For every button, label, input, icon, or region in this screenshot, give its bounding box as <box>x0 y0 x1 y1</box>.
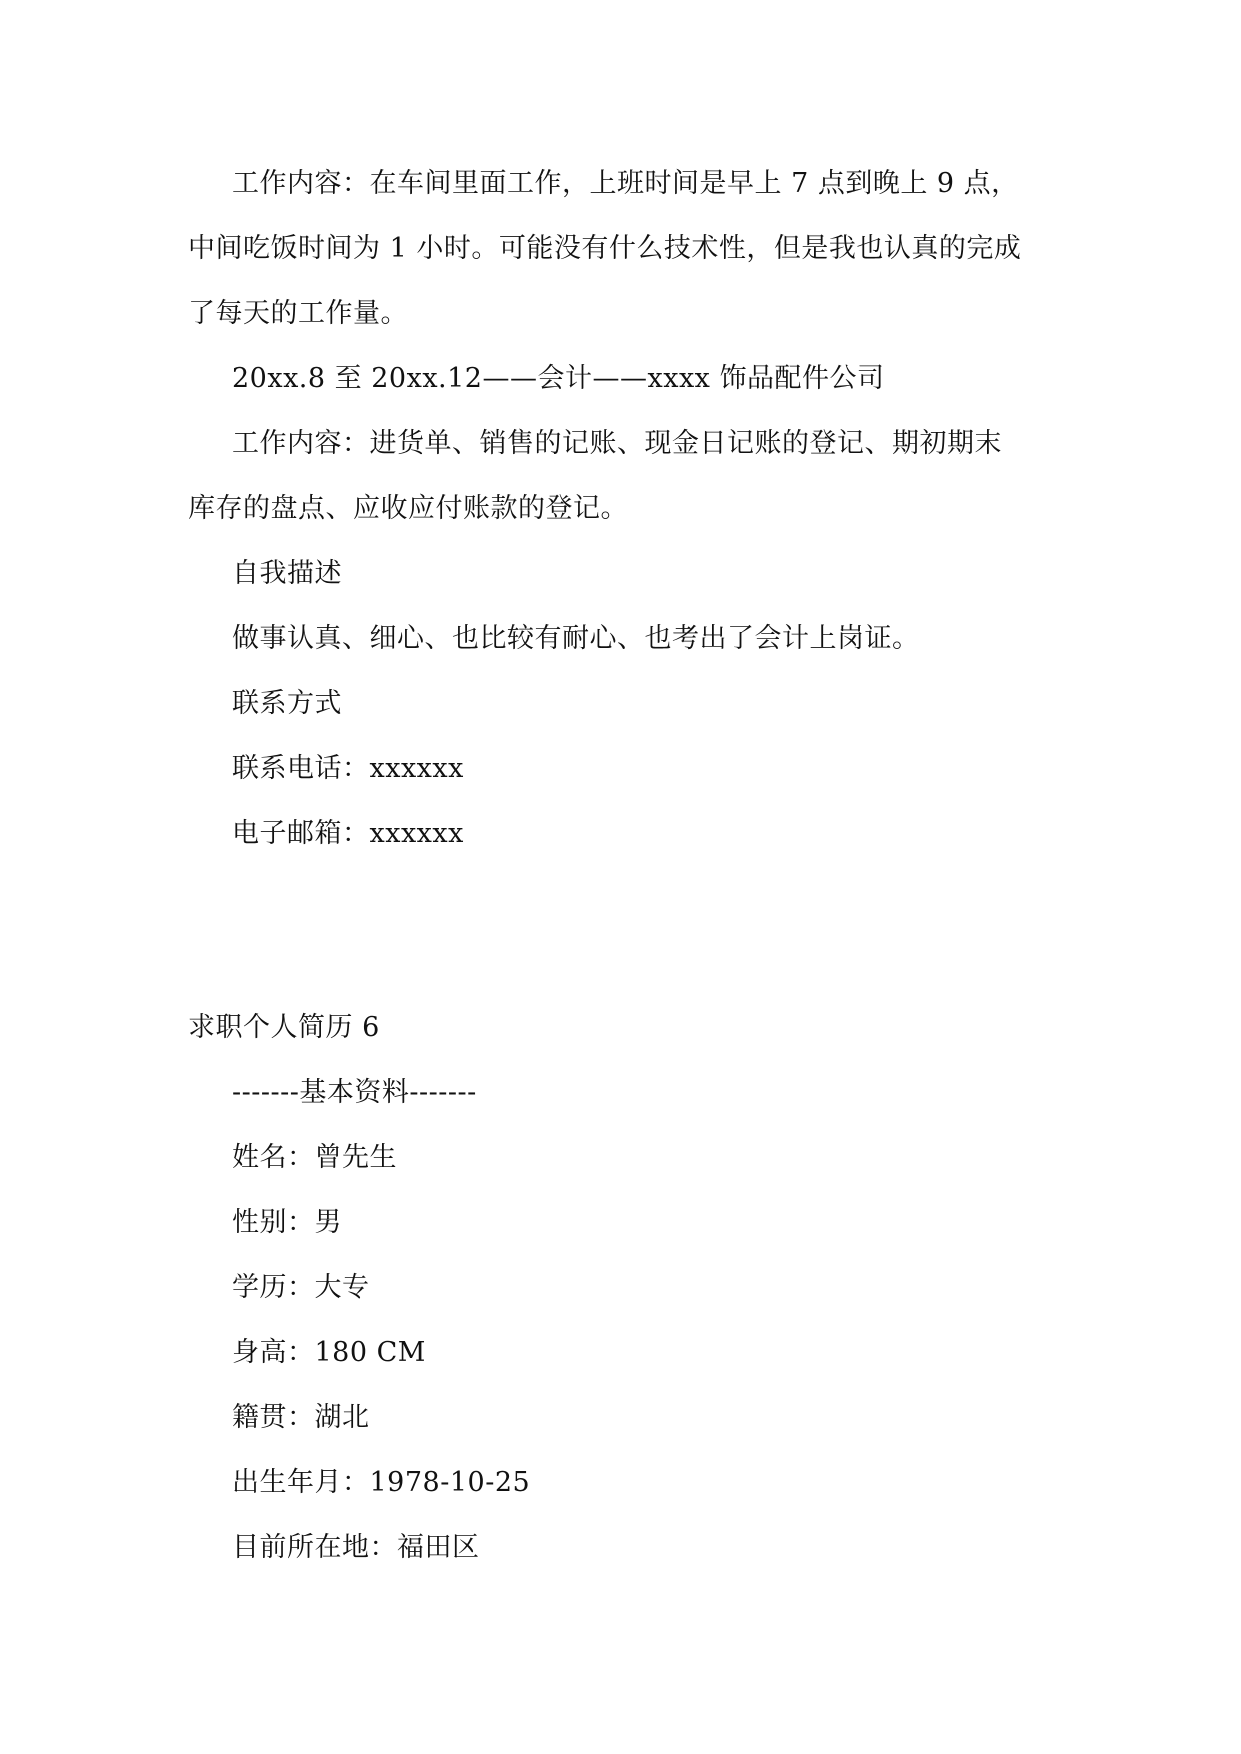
current-location-field: 目前所在地：福田区 <box>232 1532 480 1563</box>
height-field: 身高：180 CM <box>232 1337 426 1368</box>
work-content-line-3: 了每天的工作量。 <box>188 298 408 329</box>
resume-title: 求职个人简历 6 <box>188 1012 380 1043</box>
contact-email: 电子邮箱：xxxxxx <box>232 818 464 849</box>
education-field: 学历：大专 <box>232 1272 370 1303</box>
name-field: 姓名：曾先生 <box>232 1142 397 1173</box>
contact-heading: 联系方式 <box>232 688 342 719</box>
contact-phone: 联系电话：xxxxxx <box>232 753 464 784</box>
birth-date-field: 出生年月：1978-10-25 <box>232 1467 531 1498</box>
work-content-line-2: 中间吃饭时间为 1 小时。可能没有什么技术性，但是我也认真的完成 <box>188 233 1022 264</box>
accounting-duties-line-1: 工作内容：进货单、销售的记账、现金日记账的登记、期初期末 <box>232 428 1002 459</box>
job-period-line: 20xx.8 至 20xx.12——会计——xxxx 饰品配件公司 <box>232 363 885 394</box>
work-content-line-1: 工作内容：在车间里面工作，上班时间是早上 7 点到晚上 9 点， <box>232 168 1019 199</box>
self-description-text: 做事认真、细心、也比较有耐心、也考出了会计上岗证。 <box>232 623 920 654</box>
basic-info-heading: -------基本资料------- <box>232 1077 477 1108</box>
accounting-duties-line-2: 库存的盘点、应收应付账款的登记。 <box>188 493 628 524</box>
gender-field: 性别：男 <box>232 1207 342 1238</box>
self-description-heading: 自我描述 <box>232 558 342 589</box>
hometown-field: 籍贯：湖北 <box>232 1402 370 1433</box>
